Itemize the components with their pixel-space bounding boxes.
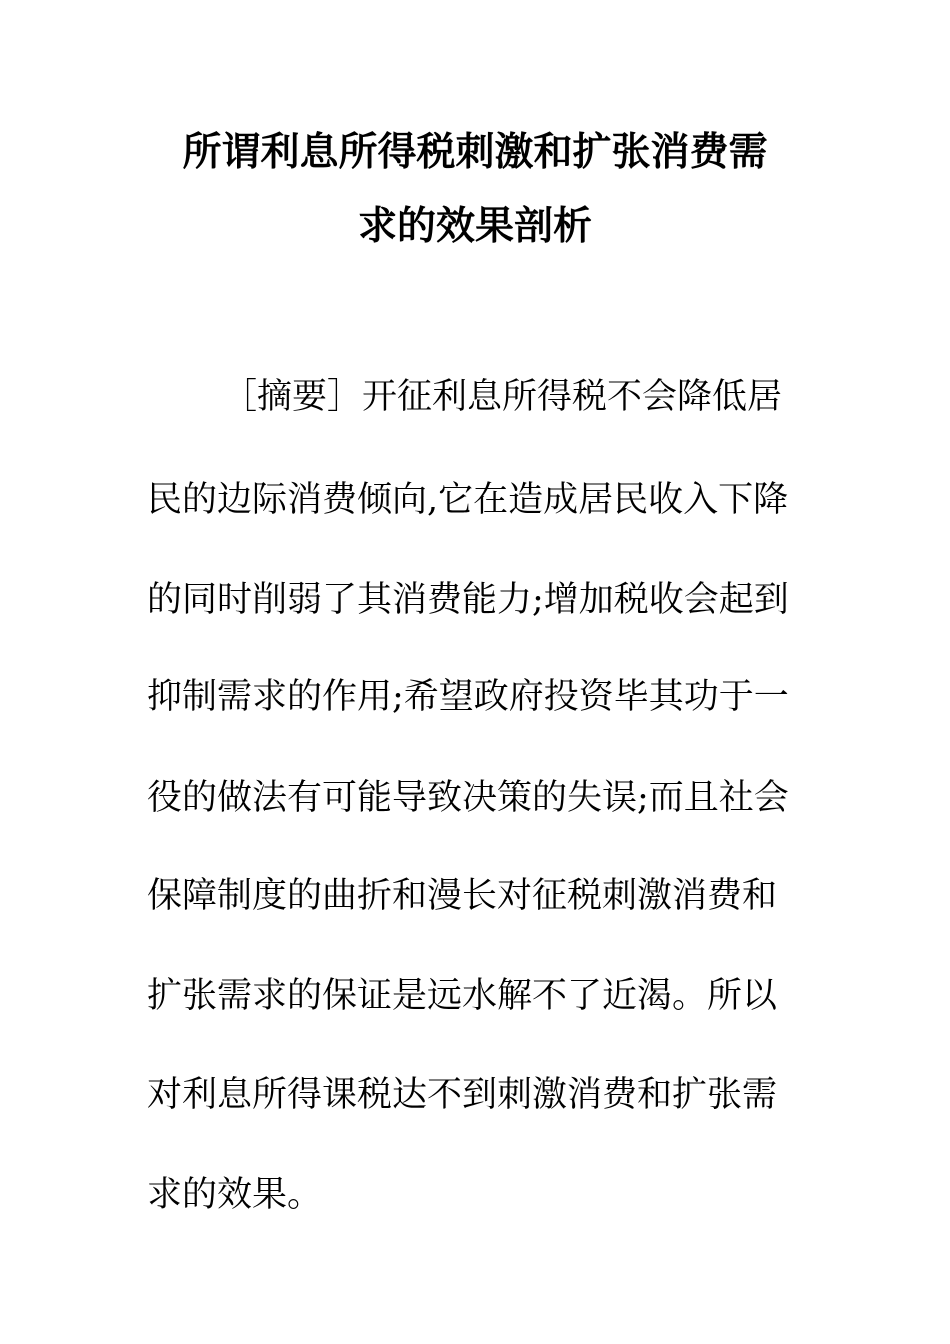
document-title-line-1: 所谓利息所得税刺激和扩张消费需: [182, 130, 768, 175]
abstract-line-9: 求的效果。: [147, 1175, 323, 1215]
document-title-line-2: 求的效果剖析: [357, 204, 592, 249]
abstract-line-1: ［摘要］开征利息所得税不会降低居: [222, 377, 783, 417]
abstract-line-2: 民的边际消费倾向,它在造成居民收入下降: [147, 480, 789, 520]
abstract-line-8: 对利息所得课税达不到刺激消费和扩张需: [147, 1075, 778, 1115]
abstract-line-4: 抑制需求的作用;希望政府投资毕其功于一: [147, 677, 789, 717]
abstract-line-6: 保障制度的曲折和漫长对征税刺激消费和: [147, 876, 778, 916]
abstract-line-3: 的同时削弱了其消费能力;增加税收会起到: [147, 580, 789, 620]
abstract-line-7: 扩张需求的保证是远水解不了近渴。所以: [147, 976, 778, 1016]
abstract-line-5: 役的做法有可能导致决策的失误;而且社会: [147, 778, 789, 818]
